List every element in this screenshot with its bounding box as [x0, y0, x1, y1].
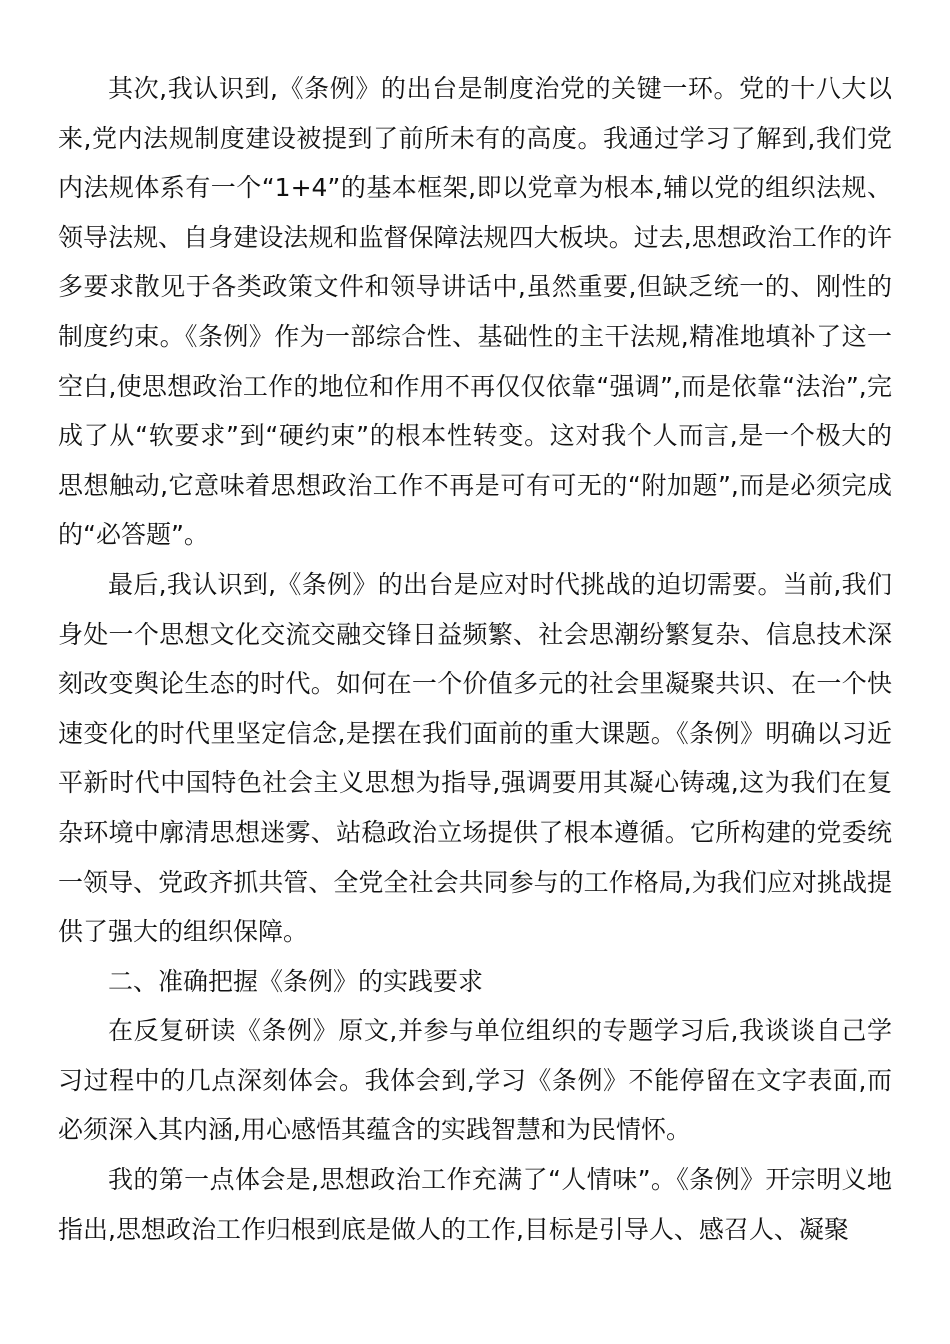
section-heading: 二、准确把握《条例》的实践要求 [108, 966, 484, 996]
paragraph-study-experience: 在反复研读《条例》原文,并参与单位组织的专题学习后,我谈谈自己学习过程中的几点深刻体会。我体会到,学习《条例》不能停留在文字表面,而必须深入其内涵,用心感悟其蕴含的实践智慧和为民情怀。 [58, 1016, 892, 1145]
paragraph-first-insight: 我的第一点体会是,思想政治工作充满了“人情味”。《条例》开宗明义地指出,思想政治工作归根到底是做人的工作,目标是引导人、感召人、凝聚 [58, 1165, 892, 1244]
document-page [58, 64, 892, 1254]
paragraph-institutional: 其次,我认识到,《条例》的出台是制度治党的关键一环。党的十八大以来,党内法规制度建设被提到了前所未有的高度。我通过学习了解到,我们党内法规体系有一个“1+4”的基本框架,即以党章为根本,辅以党的组织法规、领导法规、自身建设法规和监督保障法规四大板块。过去,思想政治工作的许多要求散见于各类政策文件和领导讲话中,虽然重要,但缺乏统一的、刚性的制度约束。《条例》作为一部综合性、基础性的主干法规,精准地填补了这一空白,使思想政治工作的地位和作用不再仅仅依靠“强调”,而是依靠“法治”,完成了从“软要求”到“硬约束”的根本性转变。这对我个人而言,是一个极大的思想触动,它意味着思想政治工作不再是可有可无的“附加题”,而是必须完成的“必答题”。 [58, 74, 892, 550]
paragraph-era-challenges: 最后,我认识到,《条例》的出台是应对时代挑战的迫切需要。当前,我们身处一个思想文化交流交融交锋日益频繁、社会思潮纷繁复杂、信息技术深刻改变舆论生态的时代。如何在一个价值多元的社会里凝聚共识、在一个快速变化的时代里坚定信念,是摆在我们面前的重大课题。《条例》明确以习近平新时代中国特色社会主义思想为指导,强调要用其凝心铸魂,这为我们在复杂环境中廓清思想迷雾、站稳政治立场提供了根本遵循。它所构建的党委统一领导、党政齐抓共管、全党全社会共同参与的工作格局,为我们应对挑战提供了强大的组织保障。 [58, 569, 892, 947]
